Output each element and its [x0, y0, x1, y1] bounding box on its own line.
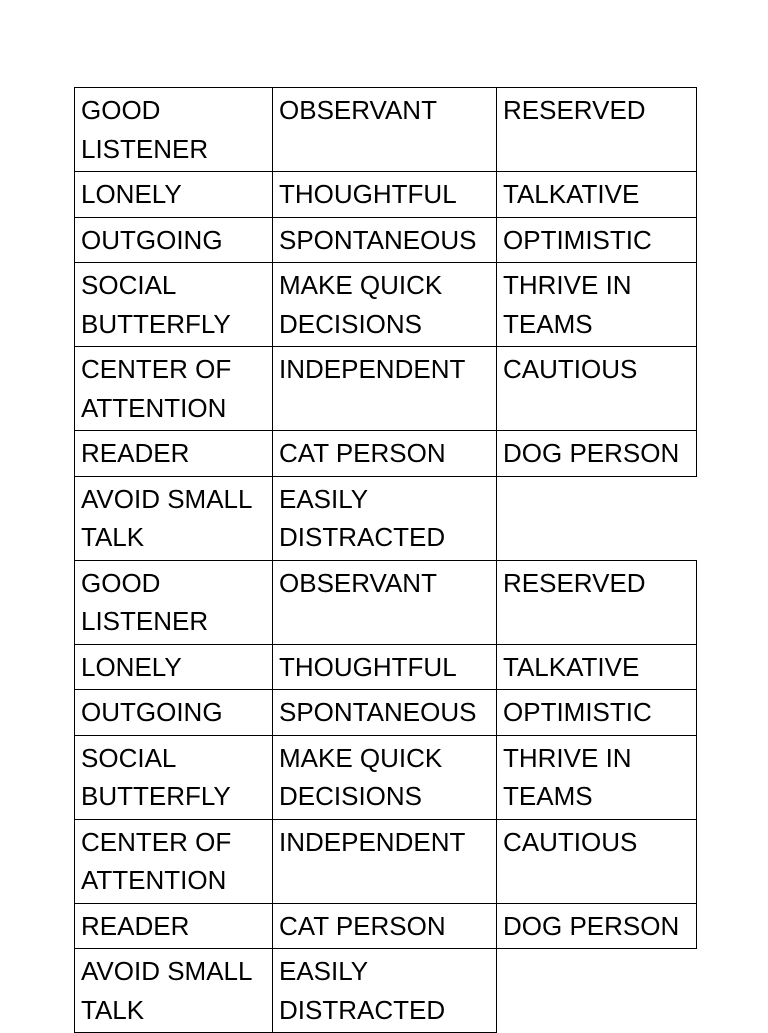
- table-cell: READER: [75, 903, 273, 949]
- table-cell: THRIVE IN TEAMS: [497, 735, 697, 819]
- table-cell: MAKE QUICK DECISIONS: [273, 735, 497, 819]
- table-cell: SPONTANEOUS: [273, 690, 497, 736]
- table-cell: SOCIAL BUTTERFLY: [75, 735, 273, 819]
- table-cell: DOG PERSON: [497, 431, 697, 477]
- table-row: [75, 819, 697, 903]
- table-cell: SOCIAL BUTTERFLY: [75, 263, 273, 347]
- table-row: [75, 263, 697, 347]
- table-cell: EASILY DISTRACTED: [273, 949, 497, 1033]
- table-cell: INDEPENDENT: [273, 347, 497, 431]
- table-row: [75, 644, 697, 690]
- table-cell: TALKATIVE: [497, 644, 697, 690]
- table-cell: CAT PERSON: [273, 903, 497, 949]
- table-cell: GOOD LISTENER: [75, 88, 273, 172]
- table-cell: TALKATIVE: [497, 172, 697, 218]
- table-cell: EASILY DISTRACTED: [273, 476, 497, 560]
- table-cell: CAUTIOUS: [497, 347, 697, 431]
- table-row: [75, 476, 697, 560]
- table-cell: OUTGOING: [75, 217, 273, 263]
- table-row: [75, 903, 697, 949]
- table-cell: LONELY: [75, 172, 273, 218]
- table-row: [75, 949, 697, 1033]
- table-cell: THOUGHTFUL: [273, 644, 497, 690]
- table-cell: CAT PERSON: [273, 431, 497, 477]
- table-cell: CENTER OF ATTENTION: [75, 347, 273, 431]
- table-cell: AVOID SMALL TALK: [75, 476, 273, 560]
- table-cell: CAUTIOUS: [497, 819, 697, 903]
- table-cell: RESERVED: [497, 88, 697, 172]
- table-cell: LONELY: [75, 644, 273, 690]
- table-cell: INDEPENDENT: [273, 819, 497, 903]
- table-cell: THOUGHTFUL: [273, 172, 497, 218]
- table-cell: RESERVED: [497, 560, 697, 644]
- table-cell: CENTER OF ATTENTION: [75, 819, 273, 903]
- trait-cards-table: [74, 87, 697, 1033]
- table-cell: OUTGOING: [75, 690, 273, 736]
- table-cell: SPONTANEOUS: [273, 217, 497, 263]
- table-cell: THRIVE IN TEAMS: [497, 263, 697, 347]
- table-row: [75, 88, 697, 172]
- table-row: [75, 690, 697, 736]
- table-row: [75, 347, 697, 431]
- table-cell: OBSERVANT: [273, 88, 497, 172]
- table-cell: MAKE QUICK DECISIONS: [273, 263, 497, 347]
- table-cell: AVOID SMALL TALK: [75, 949, 273, 1033]
- table-row: [75, 735, 697, 819]
- table-row: [75, 431, 697, 477]
- table-cell: OPTIMISTIC: [497, 690, 697, 736]
- table-row: [75, 217, 697, 263]
- empty-cell: [497, 949, 697, 1033]
- table-cell: OPTIMISTIC: [497, 217, 697, 263]
- empty-cell: [497, 476, 697, 560]
- table-cell: READER: [75, 431, 273, 477]
- table-row: [75, 172, 697, 218]
- table-row: [75, 560, 697, 644]
- table-cell: GOOD LISTENER: [75, 560, 273, 644]
- table-cell: DOG PERSON: [497, 903, 697, 949]
- table-cell: OBSERVANT: [273, 560, 497, 644]
